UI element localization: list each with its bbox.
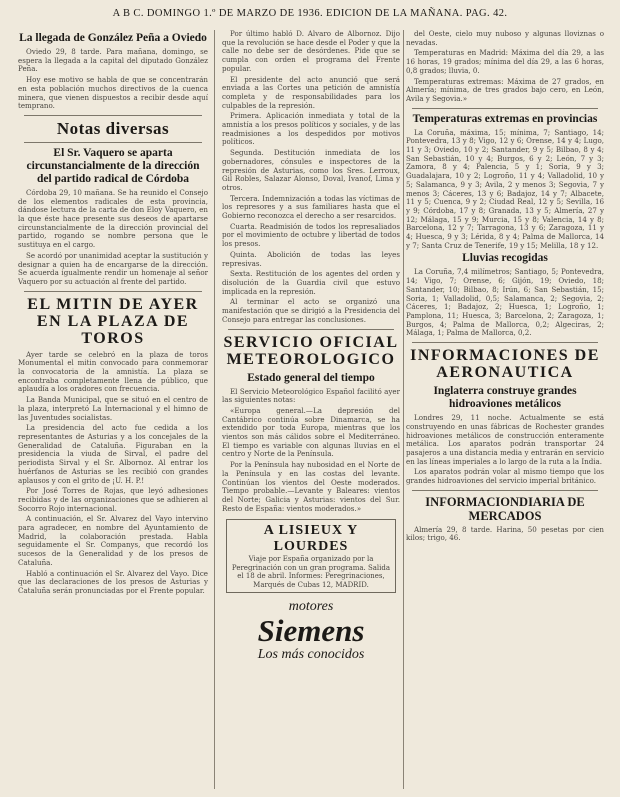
ad-lisieux-lourdes [226, 519, 396, 593]
column-left [18, 30, 208, 789]
divider [412, 490, 598, 491]
page-header: A B C. DOMINGO 1.º DE MARZO DE 1936. EDICION DE LA MAÑANA. PAG. 42. [112, 8, 508, 19]
paragraph: Córdoba 29, 10 mañana. Se ha reunido el Consejo de los elementos radicales de esta provincia, dándose lectura de la carta de don Eloy Vaquero, en la que éste hace presente sus deseos de apartarse circunstancialmente de la dirección provincial del partido, rogando se nombre persona que le sustituya en el cargo. [18, 187, 208, 250]
headline-temperaturas: Temperaturas extremas en provincias [412, 112, 598, 125]
paragraph: Oviedo 29, 8 tarde. Para mañana, domingo, se espera la llegada a la capital del diputado González Peña. [18, 47, 208, 74]
ad-text: Viaje por España organizado por la Peregrinación con un gran programa. Salida el 18 de abril. Informes: Peregrinaciones, Marqués de Cubas 12, MADRID. [231, 555, 391, 589]
paragraph: Almería 29, 8 tarde. Harina, 50 pesetas por cien kilos; trigo, 46. [406, 524, 604, 543]
column-rule-2 [403, 30, 404, 789]
paragraph: Temperaturas extremas: Máxima de 27 grados, en Almería; mínima, de tres grados bajo cero, en León, Avila y Segovia.» [406, 76, 604, 103]
headline-hidroaviones: Inglaterra construye grandes hidroaviones metálicos [433, 385, 577, 411]
paragraph: La presidencia del acto fue cedida a los representantes de Asturias y a los concejales de la Generalidad de Cataluña. Figuraban en la presidencia la viuda de Sirval, el padre del periodista Sirval y el Sr. Albornoz. Al entrar los huérfanos de Asturias se les recibió con grandes aplausos y con el grito de ¡U. H. P.! [18, 423, 208, 485]
paragraph: Tercera. Indemnización a todas las víctimas de los represores y a sus familiares hasta que el Gobierno reconozca el derecho a ser resarcidos. [222, 193, 400, 221]
headline-mitin: EL MITIN DE AYER EN LA PLAZA DE TOROS [27, 295, 199, 347]
paragraph: La Coruña, 7,4 milímetros; Santiago, 5; Pontevedra, 14; Vigo, 7; Orense, 6; Gijón, 19; Oviedo, 18; Santander, 10; Bilbao, 8; Irún, 6; San Sebastián, 15; Soria, 1; Valladolid, 0,5; Salamanca, 2; Segovia, 2; Cáceres, 1; Badajoz, 2; Huesca, 1; Logroño, 1; Pamplona, 11; Huesca, 3; Barcelona, 2; Zaragoza, 1; Burgos, 4; Palma de Mallorca, 0,2; Algeciras, 2; Málaga, 1; Palma de Mallorca, 0,2. [406, 267, 604, 338]
divider [228, 329, 394, 330]
paragraph: Al terminar el acto se organizó una manifestación que se dirigió a la Presidencia del Consejo para entregar las conclusiones. [222, 297, 400, 324]
divider [24, 115, 202, 116]
ad-siemens-slogan: Los más conocidos [257, 647, 365, 663]
column-middle [222, 30, 400, 789]
paragraph: Segunda. Destitución inmediata de los gobernadores, cónsules e inspectores de la represión de Asturias, como los Sres. Lerroux, Gil Robles, Salazar Alonso, Doval, Ivanof, Lima y otros. [222, 148, 400, 192]
divider [24, 291, 202, 292]
paragraph: Temperaturas en Madrid: Máxima del día 29, a las 16 horas, 19 grados; mínima del día 29, a las 6 horas, 0,8 grados; lluvia, 0. [406, 48, 604, 75]
paragraph: Los aparatos podrán volar al mismo tiempo que los grandes hidroaviones del servicio imperial británico. [406, 467, 604, 486]
paragraph: del Oeste, cielo muy nuboso y algunas lloviznas o nevadas. [406, 30, 604, 47]
section-title-meteorologico: SERVICIO OFICIAL METEOROLOGICO [223, 333, 399, 368]
headline-vaquero: El Sr. Vaquero se aparta circunstancialmente de la dirección del partido radical de Córdoba [26, 146, 200, 185]
paragraph: «Europa general.—La depresión del Cantábrico continúa sobre Dinamarca, se ha extendido por toda Europa, mientras que los vientos son más cálidos sobre el Mediterráneo. El tiempo es variable con algunas lluvias en el centro y Norte de la Península. [222, 405, 400, 459]
paragraph: Sexta. Restitución de los agentes del orden y disolución de la Guardia civil que estuvo implicada en la represión. [222, 269, 400, 296]
ad-siemens-line1: motores [288, 599, 334, 615]
paragraph: El presidente del acto anunció que será enviada a las Cortes una petición de amnistía completa y de responsabilidades para los culpables de la represión. [222, 74, 400, 110]
divider [24, 142, 202, 143]
paragraph: Por José Torres de Rojas, que leyó adhesiones recibidas y de las organizaciones que se adhieren al Socorro Rojo internacional. [18, 486, 208, 513]
ad-title: A LISIEUX Y LOURDES [263, 523, 359, 555]
paragraph: Ayer tarde se celebró en la plaza de toros Monumental el mitin convocado para conmemorar la convocatoria de la amnistía. La plaza se encontraba completamente llena de público, que aplaudía a los oradores con frecuencia. [18, 349, 208, 394]
paragraph: Se acordó por unanimidad aceptar la sustitución y designar a quien ha de encargarse de la dirección. Se acuerda igualmente rendir un homenaje al señor Vaquero por su actuación al frente del partido. [18, 250, 208, 286]
paragraph: Londres 29, 11 noche. Actualmente se está construyendo en unas fábricas de Rochester grandes hidroaviones metálicos de construcción enteramente metálica. Los aparatos podrán transportar 24 pasajeros a una distancia media y entrarán en servicio en las líneas imperiales a lo largo de la ruta a la India. [406, 413, 604, 466]
headline-lluvias: Lluvias recogidas [462, 252, 548, 265]
paragraph: Por último habló D. Alvaro de Albornoz. Dijo que la revolución se hace desde el Poder y que la calle no debe ser de desórdenes. Pide que se cumpla con orden el programa del Frente popular. [222, 30, 400, 73]
section-title-mercados: INFORMACIONDIARIA DE MERCADOS [425, 494, 585, 523]
paragraph: Hoy ese motivo se habla de que se concentrarán en esta población muchos directivos de la cuenca minera, que vienen dispuestos a recibir desde aquí temprano. [18, 75, 208, 111]
ad-siemens-brand: Siemens [257, 613, 365, 649]
paragraph: El Servicio Meteorológico Español facilitó ayer las siguientes notas: [222, 386, 400, 405]
ad-siemens [222, 599, 400, 663]
paragraph: La Coruña, máxima, 15; mínima, 7; Santiago, 14; Pontevedra, 13 y 8; Vigo, 12 y 6; Orense, 14 y 4; Lugo, 11 y 3; Oviedo, 10 y 2; Santander, 9 y 5; Bilbao, 8 y 4; San Sebastián, 10 y 4; Burgos, 6 y 2; León, 7 y 3; Zamora, 8 y 4; Palencia, 5 y 1; Soria, 9 y 3; Guadalajara, 10 y 2; Logroño, 11 y 4; Valladolid, 10 y 5; Salamanca, 9 y 3; Avila, 2 y menos 3; Segovia, 7 y menos 3; Cáceres, 13 y 6; Badajoz, 14 y 7; Albacete, 11 y 5; Cuenca, 9 y 2; Ciudad Real, 12 y 5; Sevilla, 16 y 9; Córdoba, 17 y 8; Granada, 13 y 5; Almería, 27 y 12; Málaga, 15 y 9; Murcia, 15 y 8; Valencia, 14 y 8; Barcelona, 12 y 7; Tarragona, 13 y 6; Zaragoza, 11 y 4; Huesca, 9 y 3; Lérida, 8 y 4; Palma de Mallorca, 14 y 7; Santa Cruz de Tenerife, 19 y 15; Melilla, 18 y 12. [406, 127, 604, 250]
divider [412, 108, 598, 109]
headline-gonzalez-pena: La llegada de González Peña a Oviedo [19, 32, 207, 44]
paragraph: Por la Península hay nubosidad en el Norte de la Península y en las costas del levante. Continúan los vientos del Oeste moderados. Tiempo probable.—Levante y Baleares: vientos del Norte; Galicia y Asturias: vientos del Sur. Resto de España: vientos moderados.» [222, 460, 400, 513]
section-title-notas-diversas: Notas diversas [56, 118, 170, 138]
divider [412, 342, 598, 343]
headline-estado-tiempo: Estado general del tiempo [247, 371, 375, 384]
paragraph: A continuación, el Sr. Alvarez del Vayo intervino para agradecer, en nombre del Ayuntamiento de Madrid, la colaboración prestada. Habla seguidamente el Sr. Companys, que recordó los sucesos de la Generalidad y de los presos de Cataluña. [18, 514, 208, 567]
paragraph: La Banda Municipal, que se situó en el centro de la plaza, interpretó La Internacional y el himno de las Juventudes socialistas. [18, 395, 208, 422]
column-right [406, 30, 604, 789]
paragraph: Cuarta. Readmisión de todos los represaliados por el movimiento de octubre y libertad de todos los presos. [222, 221, 400, 249]
column-rule-1 [214, 30, 215, 789]
section-title-aeronautica: INFORMACIONES DE AERONAUTICA [410, 347, 600, 382]
paragraph: Habló a continuación el Sr. Alvarez del Vayo. Dice que las declaraciones de los presos de Asturias y Cataluña serán pronunciadas por el Frente popular. [18, 568, 208, 595]
paragraph: Primera. Aplicación inmediata y total de la amnistía a los presos políticos y sociales, y de las readmisiones a los despedidos por motivos políticos. [222, 111, 400, 147]
paragraph: Quinta. Abolición de todas las leyes represivas. [222, 249, 400, 268]
